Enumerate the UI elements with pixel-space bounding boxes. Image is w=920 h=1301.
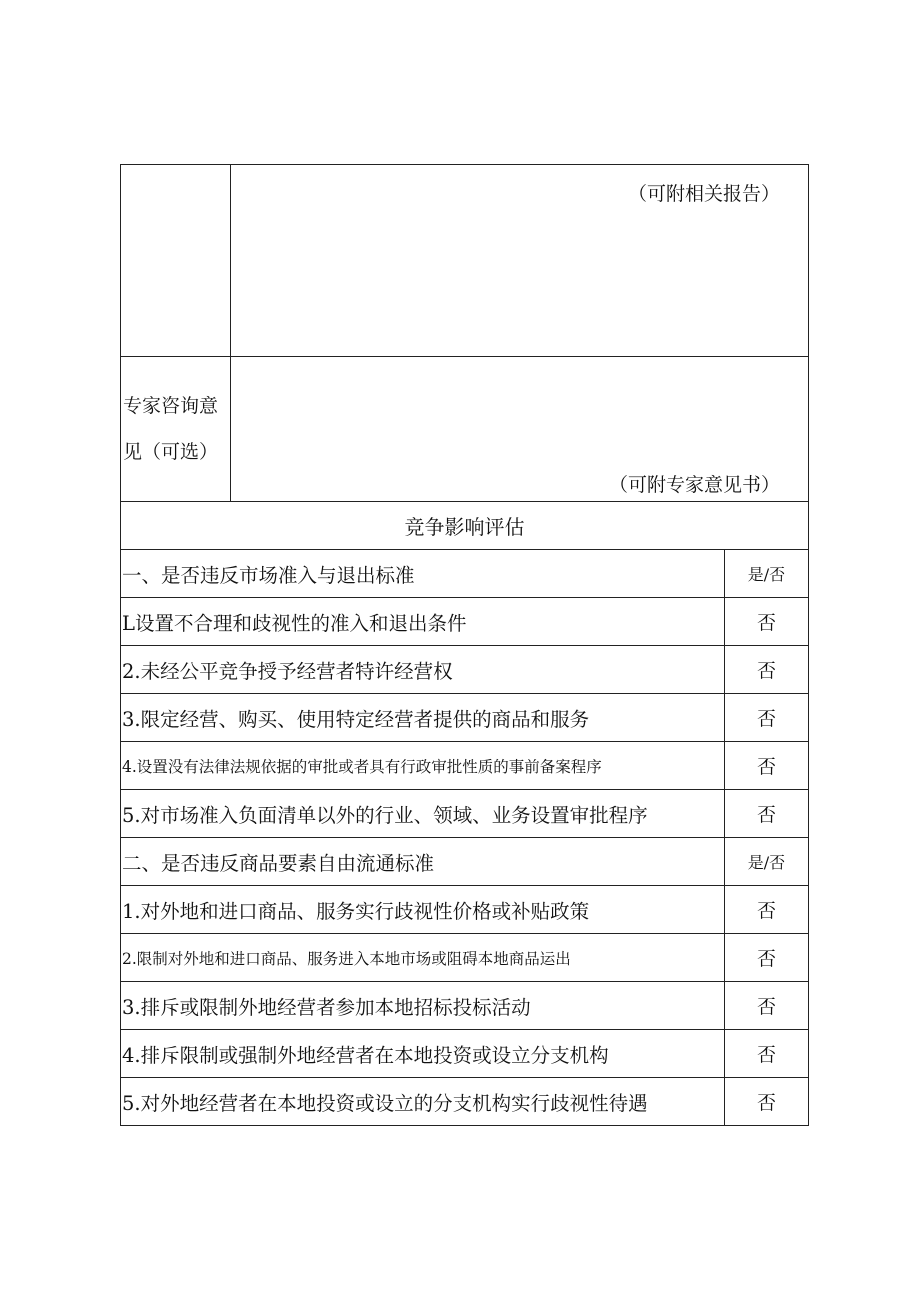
criterion-answer: 否 [724,934,808,982]
criterion-text: 4.设置没有法律法规依据的审批或者具有行政审批性质的事前备案程序 [121,742,725,790]
criterion-text: 3.限定经营、购买、使用特定经营者提供的商品和服务 [121,694,725,742]
expert-row [121,357,809,502]
table-row [121,982,809,1030]
answer-header: 是/否 [724,550,808,598]
criterion-text: 1.对外地和进口商品、服务实行歧视性价格或补贴政策 [121,886,725,934]
criterion-answer: 否 [724,742,808,790]
criterion-answer: 否 [724,1030,808,1078]
table-row [121,934,809,982]
table-row [121,790,809,838]
criterion-answer: 否 [724,982,808,1030]
report-row [121,165,809,357]
criterion-text: 2.限制对外地和进口商品、服务进入本地市场或阻碍本地商品运出 [121,934,725,982]
table-row [121,646,809,694]
section-title: 竞争影响评估 [121,502,809,550]
criterion-text: 4.排斥限制或强制外地经营者在本地投资或设立分支机构 [121,1030,725,1078]
criterion-answer: 否 [724,886,808,934]
criterion-answer: 否 [724,646,808,694]
criterion-text: 5.对外地经营者在本地投资或设立的分支机构实行歧视性待遇 [121,1078,725,1126]
criterion-text: 2.未经公平竞争授予经营者特许经营权 [121,646,725,694]
table-row [121,598,809,646]
table-row [121,1030,809,1078]
group-title: 一、是否违反市场准入与退出标准 [121,550,725,598]
fair-competition-review-table [120,164,809,1126]
answer-header: 是/否 [724,838,808,886]
criterion-answer: 否 [724,598,808,646]
expert-note: （可附专家意见书） [231,357,809,502]
section-title-row [121,502,809,550]
criterion-text: L设置不合理和歧视性的准入和退出条件 [121,598,725,646]
group-header-row [121,838,809,886]
group-header-row [121,550,809,598]
expert-label: 专家咨询意见（可选） [121,357,231,502]
report-label-cell [121,165,231,357]
criterion-text: 5.对市场准入负面清单以外的行业、领域、业务设置审批程序 [121,790,725,838]
group-title: 二、是否违反商品要素自由流通标准 [121,838,725,886]
criterion-text: 3.排斥或限制外地经营者参加本地招标投标活动 [121,982,725,1030]
report-note: （可附相关报告） [231,165,809,357]
table-row [121,886,809,934]
criterion-answer: 否 [724,694,808,742]
criterion-answer: 否 [724,790,808,838]
table-row [121,742,809,790]
table-row [121,1078,809,1126]
table-row [121,694,809,742]
criterion-answer: 否 [724,1078,808,1126]
